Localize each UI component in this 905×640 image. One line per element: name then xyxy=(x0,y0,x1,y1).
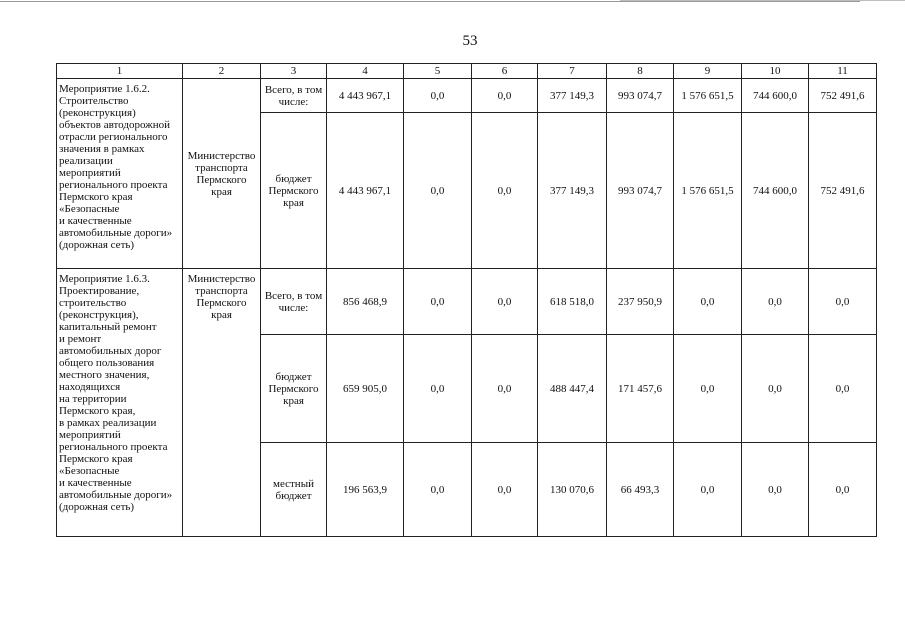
header-row xyxy=(57,64,877,79)
measure-cell: Мероприятие 1.6.3. Проектирование, строительство (реконструкция), капитальный ремонт и ремонт автомобильных дорог общего пользования местного значения, находящихся на территории Пермского края, в рамках реализации мероприятий регионального проекта Пермского края «Безопасные и качественные автомобильные дороги» (дорожная сеть) xyxy=(57,269,183,537)
value-cell: 0,0 xyxy=(472,79,538,113)
value-cell: 196 563,9 xyxy=(327,443,404,537)
value-cell: 4 443 967,1 xyxy=(327,79,404,113)
value-cell: 0,0 xyxy=(742,335,809,443)
value-cell: 744 600,0 xyxy=(742,79,809,113)
column-header: 6 xyxy=(472,64,538,79)
column-header: 4 xyxy=(327,64,404,79)
value-cell: 0,0 xyxy=(472,443,538,537)
funding-source-cell: бюджет Пермского края xyxy=(261,113,327,269)
column-header: 3 xyxy=(261,64,327,79)
value-cell: 752 491,6 xyxy=(809,113,877,269)
value-cell: 0,0 xyxy=(742,269,809,335)
value-cell: 0,0 xyxy=(674,269,742,335)
value-cell: 0,0 xyxy=(674,443,742,537)
value-cell: 0,0 xyxy=(404,269,472,335)
value-cell: 993 074,7 xyxy=(607,79,674,113)
value-cell: 0,0 xyxy=(404,335,472,443)
measure-cell: Мероприятие 1.6.2. Строительство (реконструкция) объектов автодорожной отрасли регионального значения в рамках реализации мероприятий регионального проекта Пермского края «Безопасные и качественные автомобильные дороги» (дорожная сеть) xyxy=(57,79,183,269)
executor-cell: Министерство транспорта Пермского края xyxy=(183,269,261,537)
value-cell: 993 074,7 xyxy=(607,113,674,269)
value-cell: 0,0 xyxy=(742,443,809,537)
funding-source-cell: бюджет Пермского края xyxy=(261,335,327,443)
value-cell: 377 149,3 xyxy=(538,79,607,113)
column-header: 11 xyxy=(809,64,877,79)
value-cell: 659 905,0 xyxy=(327,335,404,443)
value-cell: 237 950,9 xyxy=(607,269,674,335)
column-header: 10 xyxy=(742,64,809,79)
value-cell: 744 600,0 xyxy=(742,113,809,269)
page-number: 53 xyxy=(462,33,478,49)
value-cell: 752 491,6 xyxy=(809,79,877,113)
value-cell: 0,0 xyxy=(472,335,538,443)
funding-source-cell: Всего, в том числе: xyxy=(261,269,327,335)
value-cell: 4 443 967,1 xyxy=(327,113,404,269)
value-cell: 1 576 651,5 xyxy=(674,113,742,269)
scan-edge-line xyxy=(0,1,860,2)
table-row xyxy=(57,269,877,335)
value-cell: 0,0 xyxy=(404,443,472,537)
column-header: 2 xyxy=(183,64,261,79)
funding-source-cell: Всего, в том числе: xyxy=(261,79,327,113)
funding-source-cell: местный бюджет xyxy=(261,443,327,537)
value-cell: 0,0 xyxy=(472,269,538,335)
value-cell: 0,0 xyxy=(809,269,877,335)
value-cell: 856 468,9 xyxy=(327,269,404,335)
value-cell: 0,0 xyxy=(472,113,538,269)
column-header: 1 xyxy=(57,64,183,79)
value-cell: 0,0 xyxy=(404,113,472,269)
value-cell: 0,0 xyxy=(809,335,877,443)
table-row xyxy=(57,79,877,113)
column-header: 9 xyxy=(674,64,742,79)
budget-table xyxy=(56,63,877,537)
column-header: 7 xyxy=(538,64,607,79)
value-cell: 618 518,0 xyxy=(538,269,607,335)
value-cell: 0,0 xyxy=(809,443,877,537)
value-cell: 488 447,4 xyxy=(538,335,607,443)
value-cell: 130 070,6 xyxy=(538,443,607,537)
scan-edge-line xyxy=(620,0,905,1)
column-header: 5 xyxy=(404,64,472,79)
value-cell: 0,0 xyxy=(674,335,742,443)
executor-cell: Министерство транспорта Пермского края xyxy=(183,79,261,269)
value-cell: 377 149,3 xyxy=(538,113,607,269)
value-cell: 171 457,6 xyxy=(607,335,674,443)
value-cell: 0,0 xyxy=(404,79,472,113)
value-cell: 1 576 651,5 xyxy=(674,79,742,113)
value-cell: 66 493,3 xyxy=(607,443,674,537)
column-header: 8 xyxy=(607,64,674,79)
